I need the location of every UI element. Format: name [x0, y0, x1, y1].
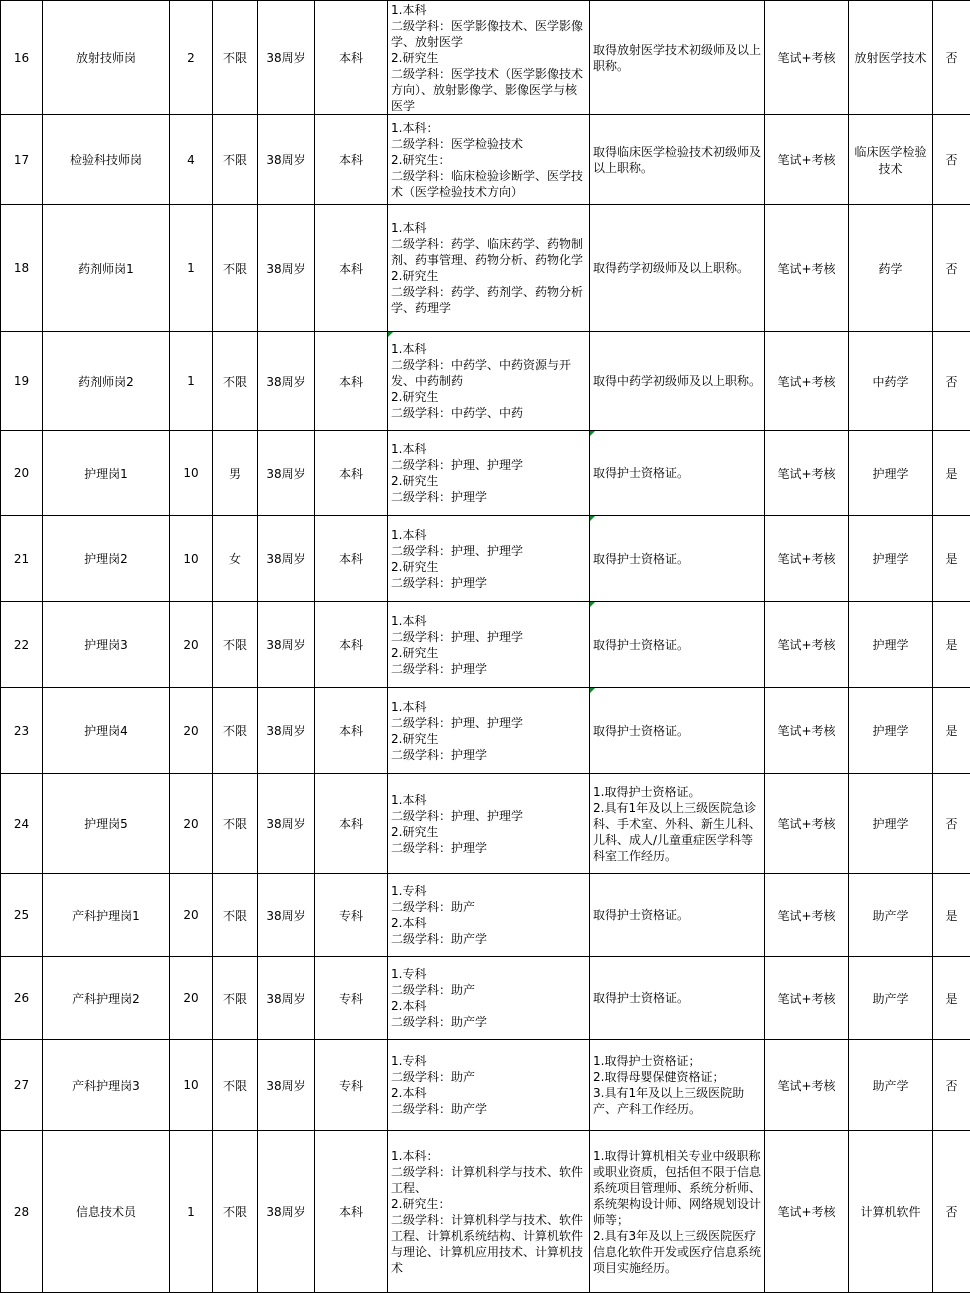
gender-requirement: 不限 — [213, 115, 258, 205]
table-row — [1, 516, 970, 602]
row-number: 24 — [1, 774, 43, 874]
major-requirement-line: 2.研究生 — [391, 824, 586, 840]
post-name: 放射技师岗 — [43, 1, 170, 115]
age-limit: 38周岁 — [258, 1131, 315, 1293]
major-requirement-line: 1.本科 — [391, 220, 586, 236]
other-requirement-line: 2.具有1年及以上三级医院急诊科、手术室、外科、新生儿科、儿科、成人/儿童重症医学科等科室工作经历。 — [593, 800, 761, 864]
age-limit: 38周岁 — [258, 516, 315, 602]
other-requirement-line: 取得中药学初级师及以上职称。 — [593, 373, 761, 389]
flag-cell: 否 — [933, 115, 970, 205]
major-requirement-line: 2.研究生 — [391, 645, 586, 661]
major-requirement-line: 2.研究生 — [391, 268, 586, 284]
flag-cell: 是 — [933, 688, 970, 774]
major-requirement-line: 1.专科 — [391, 1053, 586, 1069]
major-requirement-line: 1.本科 — [391, 699, 586, 715]
exam-method: 笔试+考核 — [765, 602, 849, 688]
major-requirement-line: 2.研究生 — [391, 389, 586, 405]
major-requirement-line: 2.研究生 — [391, 473, 586, 489]
major-requirement-line: 二级学科：护理、护理学 — [391, 715, 586, 731]
hiring-count: 1 — [170, 332, 213, 431]
row-number: 22 — [1, 602, 43, 688]
post-name: 药剂师岗1 — [43, 205, 170, 332]
other-requirement — [590, 957, 765, 1040]
major-requirement-line: 1.本科 — [391, 341, 586, 357]
major-requirement-line: 2.研究生 — [391, 559, 586, 575]
hiring-count: 20 — [170, 602, 213, 688]
other-requirement-line: 3.具有1年及以上三级医院助产、产科工作经历。 — [593, 1085, 761, 1117]
row-number: 26 — [1, 957, 43, 1040]
other-requirement — [590, 1, 765, 115]
post-name: 产科护理岗2 — [43, 957, 170, 1040]
major-requirement-line: 二级学科：药学、药剂学、药物分析学、药理学 — [391, 284, 586, 316]
row-number: 16 — [1, 1, 43, 115]
flag-cell: 否 — [933, 1131, 970, 1293]
post-name: 检验科技师岗 — [43, 115, 170, 205]
major-requirement-line: 1.本科： — [391, 1148, 586, 1164]
other-requirement — [590, 516, 765, 602]
other-requirement-line: 取得护士资格证。 — [593, 907, 761, 923]
major-requirement-line: 1.本科 — [391, 613, 586, 629]
row-number: 17 — [1, 115, 43, 205]
hiring-count: 1 — [170, 1131, 213, 1293]
table-row — [1, 1040, 970, 1131]
table-row — [1, 431, 970, 516]
education-level: 专科 — [315, 874, 388, 957]
post-name: 护理岗3 — [43, 602, 170, 688]
major-requirement-line: 2.本科 — [391, 915, 586, 931]
exam-subject: 助产学 — [849, 957, 933, 1040]
major-requirement-line: 二级学科：助产 — [391, 1069, 586, 1085]
major-requirement — [388, 431, 590, 516]
row-number: 28 — [1, 1131, 43, 1293]
gender-requirement: 不限 — [213, 332, 258, 431]
major-requirement-line: 2.研究生： — [391, 1196, 586, 1212]
age-limit: 38周岁 — [258, 1, 315, 115]
gender-requirement: 不限 — [213, 1040, 258, 1131]
major-requirement-line: 二级学科：护理、护理学 — [391, 543, 586, 559]
major-requirement-line: 二级学科：药学、临床药学、药物制剂、药事管理、药物分析、药物化学 — [391, 236, 586, 268]
major-requirement-line: 二级学科：中药学、中药 — [391, 405, 586, 421]
gender-requirement: 不限 — [213, 774, 258, 874]
other-requirement-line: 取得护士资格证。 — [593, 990, 761, 1006]
post-name: 护理岗1 — [43, 431, 170, 516]
hiring-count: 2 — [170, 1, 213, 115]
major-requirement-line: 1.专科 — [391, 883, 586, 899]
other-requirement — [590, 688, 765, 774]
row-number: 21 — [1, 516, 43, 602]
exam-method: 笔试+考核 — [765, 1131, 849, 1293]
post-name: 护理岗5 — [43, 774, 170, 874]
exam-method: 笔试+考核 — [765, 115, 849, 205]
table-row — [1, 602, 970, 688]
table-row — [1, 205, 970, 332]
exam-subject: 中药学 — [849, 332, 933, 431]
major-requirement-line: 2.本科 — [391, 1085, 586, 1101]
education-level: 本科 — [315, 1, 388, 115]
age-limit: 38周岁 — [258, 602, 315, 688]
major-requirement-line: 二级学科：助产 — [391, 982, 586, 998]
exam-method: 笔试+考核 — [765, 688, 849, 774]
exam-subject: 护理学 — [849, 602, 933, 688]
major-requirement-line: 二级学科：中药学、中药资源与开发、中药制药 — [391, 357, 586, 389]
flag-cell: 否 — [933, 332, 970, 431]
major-requirement-line: 二级学科：医学检验技术 — [391, 136, 586, 152]
major-requirement-line: 二级学科：护理学 — [391, 661, 586, 677]
flag-cell: 否 — [933, 774, 970, 874]
hiring-count: 1 — [170, 205, 213, 332]
major-requirement — [388, 957, 590, 1040]
other-requirement-line: 1.取得计算机相关专业中级职称或职业资质，包括但不限于信息系统项目管理师、系统分析师、系统架构设计师、网络规划设计师等； — [593, 1148, 761, 1228]
other-requirement-line: 取得护士资格证。 — [593, 723, 761, 739]
flag-cell: 是 — [933, 602, 970, 688]
major-requirement-line: 1.本科： — [391, 120, 586, 136]
exam-subject: 放射医学技术 — [849, 1, 933, 115]
major-requirement-line: 1.本科 — [391, 441, 586, 457]
major-requirement — [388, 332, 590, 431]
exam-method: 笔试+考核 — [765, 1040, 849, 1131]
major-requirement — [388, 1, 590, 115]
other-requirement-line: 取得护士资格证。 — [593, 551, 761, 567]
major-requirement-line: 2.研究生： — [391, 152, 586, 168]
other-requirement — [590, 1131, 765, 1293]
other-requirement — [590, 1040, 765, 1131]
education-level: 本科 — [315, 688, 388, 774]
post-name: 护理岗4 — [43, 688, 170, 774]
exam-method: 笔试+考核 — [765, 516, 849, 602]
age-limit: 38周岁 — [258, 115, 315, 205]
post-name: 信息技术员 — [43, 1131, 170, 1293]
table-row — [1, 774, 970, 874]
major-requirement — [388, 602, 590, 688]
exam-subject: 助产学 — [849, 1040, 933, 1131]
exam-subject: 助产学 — [849, 874, 933, 957]
major-requirement — [388, 1040, 590, 1131]
other-requirement-line: 1.取得护士资格证。 — [593, 784, 761, 800]
education-level: 本科 — [315, 516, 388, 602]
major-requirement-line: 2.研究生 — [391, 50, 586, 66]
gender-requirement: 不限 — [213, 602, 258, 688]
table-row — [1, 332, 970, 431]
major-requirement-line: 二级学科：护理学 — [391, 575, 586, 591]
major-requirement-line: 二级学科：医学影像技术、医学影像学、放射医学 — [391, 18, 586, 50]
age-limit: 38周岁 — [258, 431, 315, 516]
major-requirement-line: 二级学科：护理、护理学 — [391, 808, 586, 824]
other-requirement — [590, 431, 765, 516]
major-requirement-line: 2.本科 — [391, 998, 586, 1014]
exam-method: 笔试+考核 — [765, 205, 849, 332]
education-level: 本科 — [315, 115, 388, 205]
gender-requirement: 不限 — [213, 1131, 258, 1293]
other-requirement — [590, 602, 765, 688]
other-requirement-line: 2.具有3年及以上三级医院医疗信息化软件开发或医疗信息系统项目实施经历。 — [593, 1228, 761, 1276]
major-requirement — [388, 774, 590, 874]
education-level: 专科 — [315, 1040, 388, 1131]
row-number: 27 — [1, 1040, 43, 1131]
major-requirement-line: 二级学科：护理学 — [391, 747, 586, 763]
age-limit: 38周岁 — [258, 688, 315, 774]
major-requirement-line: 二级学科：助产学 — [391, 1014, 586, 1030]
hiring-count: 10 — [170, 516, 213, 602]
exam-subject: 护理学 — [849, 774, 933, 874]
exam-method: 笔试+考核 — [765, 332, 849, 431]
exam-method: 笔试+考核 — [765, 957, 849, 1040]
major-requirement-line: 二级学科：护理、护理学 — [391, 629, 586, 645]
flag-cell: 是 — [933, 957, 970, 1040]
major-requirement-line: 1.专科 — [391, 966, 586, 982]
flag-cell: 是 — [933, 874, 970, 957]
row-number: 23 — [1, 688, 43, 774]
other-requirement — [590, 874, 765, 957]
hiring-count: 20 — [170, 957, 213, 1040]
education-level: 专科 — [315, 957, 388, 1040]
flag-cell: 否 — [933, 1040, 970, 1131]
gender-requirement: 不限 — [213, 874, 258, 957]
exam-subject: 临床医学检验技术 — [849, 115, 933, 205]
major-requirement-line: 二级学科：护理学 — [391, 840, 586, 856]
major-requirement-line: 1.本科 — [391, 527, 586, 543]
row-number: 18 — [1, 205, 43, 332]
major-requirement — [388, 688, 590, 774]
post-name: 护理岗2 — [43, 516, 170, 602]
major-requirement-line: 2.研究生 — [391, 731, 586, 747]
major-requirement-line: 二级学科：护理、护理学 — [391, 457, 586, 473]
major-requirement-line: 1.本科 — [391, 792, 586, 808]
table-row — [1, 874, 970, 957]
post-name: 药剂师岗2 — [43, 332, 170, 431]
exam-subject: 护理学 — [849, 431, 933, 516]
hiring-count: 10 — [170, 431, 213, 516]
other-requirement-line: 1.取得护士资格证； — [593, 1053, 761, 1069]
exam-method: 笔试+考核 — [765, 1, 849, 115]
table-row — [1, 957, 970, 1040]
other-requirement — [590, 115, 765, 205]
age-limit: 38周岁 — [258, 957, 315, 1040]
flag-cell: 是 — [933, 516, 970, 602]
table-row — [1, 1, 970, 115]
major-requirement-line: 二级学科：助产 — [391, 899, 586, 915]
flag-cell: 是 — [933, 431, 970, 516]
hiring-count: 20 — [170, 774, 213, 874]
other-requirement — [590, 332, 765, 431]
major-requirement-line: 二级学科：助产学 — [391, 1101, 586, 1117]
exam-subject: 药学 — [849, 205, 933, 332]
education-level: 本科 — [315, 205, 388, 332]
age-limit: 38周岁 — [258, 774, 315, 874]
table-row — [1, 115, 970, 205]
major-requirement — [388, 205, 590, 332]
gender-requirement: 不限 — [213, 205, 258, 332]
other-requirement-line: 2.取得母婴保健资格证； — [593, 1069, 761, 1085]
other-requirement — [590, 774, 765, 874]
major-requirement — [388, 115, 590, 205]
gender-requirement: 男 — [213, 431, 258, 516]
hiring-count: 4 — [170, 115, 213, 205]
major-requirement-line: 二级学科：护理学 — [391, 489, 586, 505]
row-number: 25 — [1, 874, 43, 957]
exam-method: 笔试+考核 — [765, 774, 849, 874]
hiring-count: 20 — [170, 874, 213, 957]
education-level: 本科 — [315, 1131, 388, 1293]
education-level: 本科 — [315, 332, 388, 431]
hiring-count: 10 — [170, 1040, 213, 1131]
major-requirement — [388, 874, 590, 957]
gender-requirement: 不限 — [213, 957, 258, 1040]
age-limit: 38周岁 — [258, 874, 315, 957]
major-requirement-line: 二级学科：医学技术（医学影像技术方向）、放射影像学、影像医学与核医学 — [391, 66, 586, 114]
post-name: 产科护理岗1 — [43, 874, 170, 957]
other-requirement-line: 取得临床医学检验技术初级师及以上职称。 — [593, 144, 761, 176]
gender-requirement: 不限 — [213, 688, 258, 774]
major-requirement-line: 二级学科：计算机科学与技术、软件工程、计算机系统结构、计算机软件与理论、计算机应用技术、计算机技术 — [391, 1212, 586, 1276]
gender-requirement: 不限 — [213, 1, 258, 115]
flag-cell: 否 — [933, 205, 970, 332]
other-requirement — [590, 205, 765, 332]
post-name: 产科护理岗3 — [43, 1040, 170, 1131]
exam-subject: 计算机软件 — [849, 1131, 933, 1293]
major-requirement-line: 1.本科 — [391, 2, 586, 18]
major-requirement — [388, 516, 590, 602]
table-row — [1, 688, 970, 774]
row-number: 19 — [1, 332, 43, 431]
age-limit: 38周岁 — [258, 1040, 315, 1131]
gender-requirement: 女 — [213, 516, 258, 602]
flag-cell: 否 — [933, 1, 970, 115]
major-requirement-line: 二级学科：计算机科学与技术、软件工程、 — [391, 1164, 586, 1196]
major-requirement-line: 二级学科：临床检验诊断学、医学技术（医学检验技术方向） — [391, 168, 586, 200]
other-requirement-line: 取得护士资格证。 — [593, 465, 761, 481]
row-number: 20 — [1, 431, 43, 516]
exam-method: 笔试+考核 — [765, 874, 849, 957]
other-requirement-line: 取得放射医学技术初级师及以上职称。 — [593, 42, 761, 74]
exam-method: 笔试+考核 — [765, 431, 849, 516]
other-requirement-line: 取得护士资格证。 — [593, 637, 761, 653]
education-level: 本科 — [315, 602, 388, 688]
education-level: 本科 — [315, 774, 388, 874]
major-requirement — [388, 1131, 590, 1293]
exam-subject: 护理学 — [849, 516, 933, 602]
major-requirement-line: 二级学科：助产学 — [391, 931, 586, 947]
hiring-count: 20 — [170, 688, 213, 774]
age-limit: 38周岁 — [258, 332, 315, 431]
exam-subject: 护理学 — [849, 688, 933, 774]
education-level: 本科 — [315, 431, 388, 516]
table-row — [1, 1131, 970, 1293]
age-limit: 38周岁 — [258, 205, 315, 332]
other-requirement-line: 取得药学初级师及以上职称。 — [593, 260, 761, 276]
